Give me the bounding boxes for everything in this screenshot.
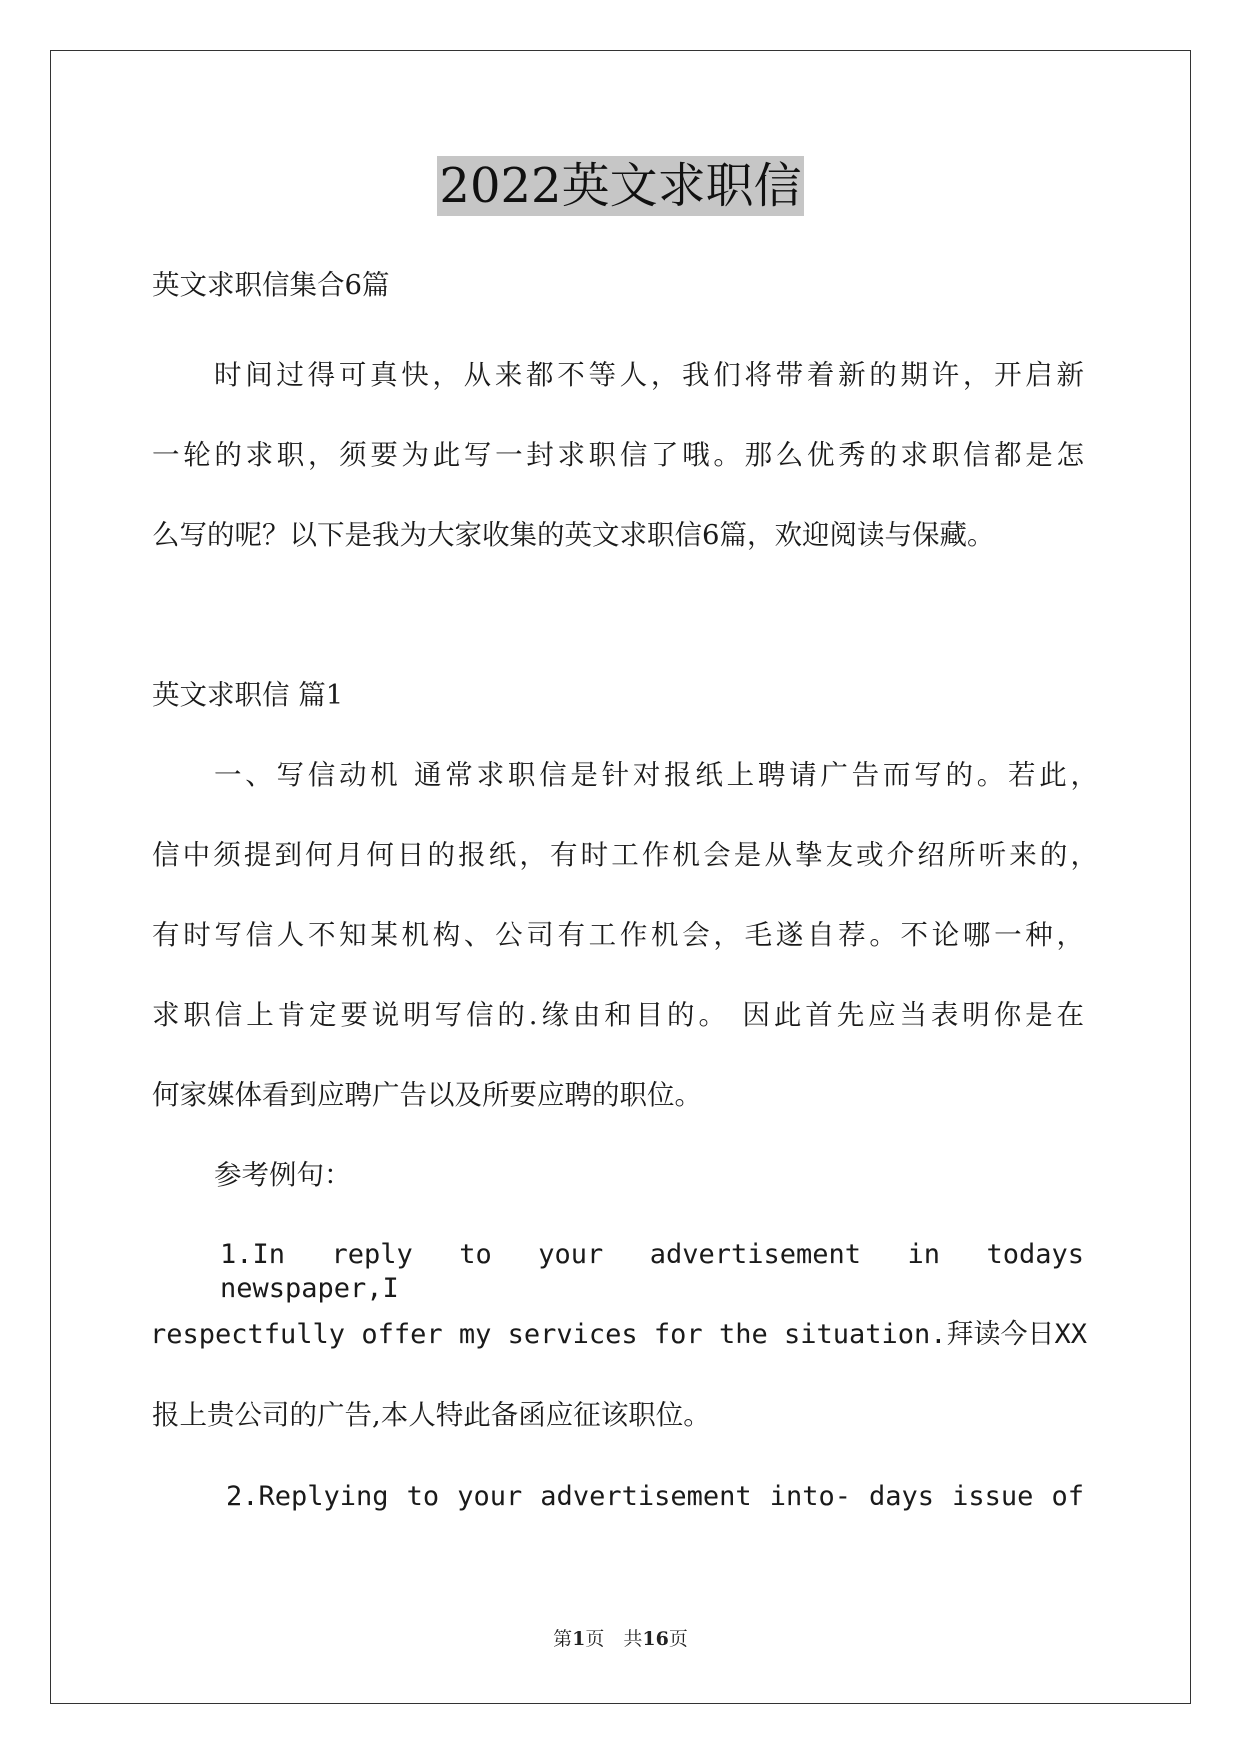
footer-total-pages: 16 <box>642 1628 669 1650</box>
document-subtitle: 英文求职信集合6篇 <box>152 269 390 301</box>
section-heading: 英文求职信 篇1 <box>152 679 344 711</box>
examples-label: 参考例句： <box>214 1159 352 1191</box>
section-line-2: 信中须提到何月何日的报纸，有时工作机会是从挚友或介绍所听来的， <box>152 839 1098 871</box>
example1-line-3: 报上贵公司的广告,本人特此备函应征该职位。 <box>152 1399 711 1431</box>
document-title: 2022英文求职信 <box>439 158 802 214</box>
section-line-5: 何家媒体看到应聘广告以及所要应聘的职位。 <box>152 1079 702 1111</box>
footer-prefix: 第 <box>553 1628 573 1650</box>
example2-line-1: 2.Replying to your advertisement into- days issue of <box>226 1481 1084 1512</box>
intro-line-3: 么写的呢？以下是我为大家收集的英文求职信6篇，欢迎阅读与保藏。 <box>152 519 995 551</box>
example1-line-2: respectfully offer my services for the situation.拜读今日XX <box>150 1319 1088 1350</box>
example1-line-1: 1.In reply to your advertisement in todays newspaper,I <box>220 1239 1084 1304</box>
intro-line-1: 时间过得可真快，从来都不等人，我们将带着新的期许，开启新 <box>214 359 1084 391</box>
footer-mid: 页 共 <box>585 1628 643 1650</box>
section-line-4: 求职信上肯定要说明写信的.缘由和目的。 因此首先应当表明你是在 <box>152 999 1084 1031</box>
section-line-3: 有时写信人不知某机构、公司有工作机会，毛遂自荐。不论哪一种， <box>152 919 1084 951</box>
page-footer <box>0 1624 1241 1651</box>
title-wrapper <box>0 156 1241 216</box>
footer-suffix: 页 <box>668 1628 688 1650</box>
footer-page-number: 1 <box>572 1628 586 1650</box>
section-line-1: 一、写信动机 通常求职信是针对报纸上聘请广告而写的。若此， <box>214 759 1098 791</box>
intro-line-2: 一轮的求职，须要为此写一封求职信了哦。那么优秀的求职信都是怎 <box>152 439 1084 471</box>
